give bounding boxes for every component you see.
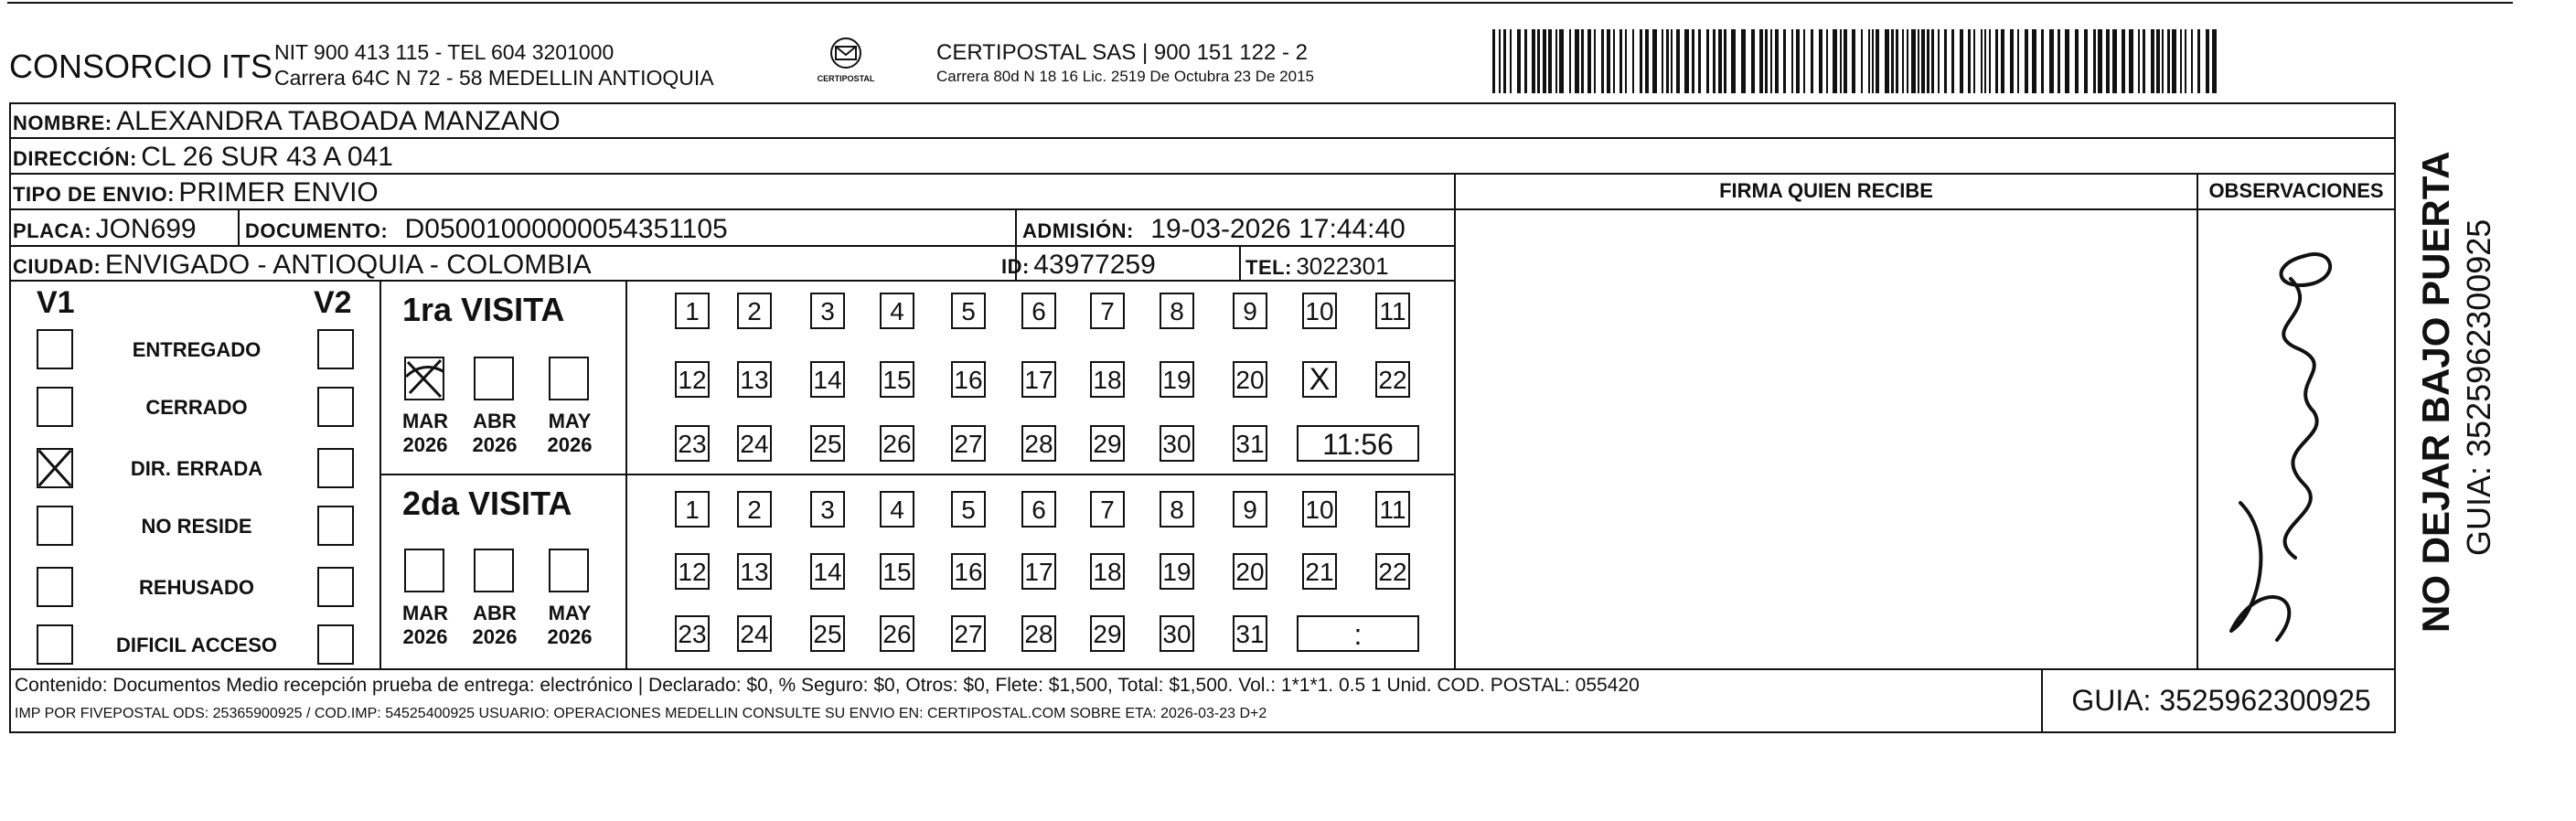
day-checkbox[interactable]: 7 — [1090, 491, 1125, 528]
carrier-name: CERTIPOSTAL SAS | 900 151 122 - 2 — [936, 40, 1308, 65]
day-checkbox[interactable]: 11 — [1375, 293, 1410, 329]
month-checkbox[interactable] — [404, 357, 444, 400]
day-checkbox[interactable]: 29 — [1090, 425, 1125, 462]
barcode-bar — [1796, 29, 1800, 93]
barcode-bar — [1632, 29, 1634, 93]
day-checkbox[interactable]: 12 — [675, 553, 710, 590]
v2-checkbox[interactable] — [317, 624, 354, 665]
day-checkbox[interactable]: 26 — [880, 615, 914, 652]
day-checkbox[interactable]: 21 — [1302, 553, 1337, 590]
day-checkbox[interactable]: 10 — [1302, 491, 1337, 528]
barcode-bar — [2206, 29, 2209, 93]
ciudad-value: ENVIGADO - ANTIOQUIA - COLOMBIA — [104, 250, 592, 280]
v1-checkbox[interactable] — [37, 506, 73, 546]
barcode-bar — [2180, 29, 2182, 93]
day-checkbox[interactable]: 4 — [880, 293, 914, 329]
status-label: ENTREGADO — [132, 338, 262, 361]
month-label: ABR 2026 — [472, 602, 518, 648]
day-checkbox[interactable]: 27 — [951, 615, 986, 652]
barcode-bar — [1876, 29, 1879, 93]
day-checkbox[interactable]: 26 — [880, 425, 914, 462]
day-checkbox[interactable]: 8 — [1160, 491, 1194, 528]
barcode-bar — [1931, 29, 1934, 93]
company-name: CONSORCIO ITS — [9, 48, 273, 85]
barcode-bar — [1666, 29, 1669, 93]
month-checkbox[interactable] — [549, 549, 589, 592]
month-checkbox[interactable] — [404, 549, 444, 592]
day-checkbox[interactable]: 2 — [737, 293, 772, 329]
tipo-envio-value: PRIMER ENVIO — [178, 177, 379, 208]
day-checkbox[interactable]: 8 — [1160, 293, 1194, 329]
top-border — [7, 2, 2513, 4]
direccion-row — [13, 142, 393, 173]
ciudad-row — [13, 250, 592, 281]
barcode-bar — [1532, 29, 1535, 93]
barcode-bar — [1625, 29, 1627, 93]
day-checkbox[interactable]: 13 — [737, 361, 772, 398]
barcode-bar — [2156, 29, 2160, 93]
barcode-bar — [1676, 29, 1680, 93]
day-checkbox[interactable]: 20 — [1233, 553, 1267, 590]
barcode-bar — [2191, 29, 2193, 93]
barcode-bar — [1503, 29, 1506, 93]
barcode-bar — [1671, 29, 1673, 93]
tel-value: 3022301 — [1296, 252, 1389, 280]
id-label: ID: — [1001, 255, 1030, 278]
status-label: NO RESIDE — [141, 515, 252, 538]
company-address: Carrera 64C N 72 - 58 MEDELLIN ANTIOQUIA — [274, 66, 714, 90]
barcode-bar — [1619, 29, 1622, 93]
barcode-bar — [1594, 29, 1596, 93]
barcode-bar — [1775, 29, 1779, 93]
barcode-bar — [2122, 29, 2125, 93]
barcode-bar — [2010, 29, 2014, 93]
v2-checkbox[interactable] — [317, 567, 354, 607]
barcode-bar — [1826, 29, 1828, 93]
placa-row — [13, 214, 197, 245]
footer-imp: IMP POR FIVEPOSTAL ODS: 25365900925 / COD.IMP: 54525400925 USUARIO: OPERACIONES MEDELLIN CONSULTE SU ENVIO EN: CERTIPOSTAL.COM SOBRE ETA: 2026-03-23 D+2 — [15, 706, 1267, 721]
status-label: REHUSADO — [139, 576, 254, 599]
nombre-value: ALEXANDRA TABOADA MANZANO — [116, 106, 561, 136]
day-checkbox[interactable]: 15 — [880, 553, 914, 590]
day-checkbox[interactable]: 30 — [1160, 425, 1194, 462]
barcode-bar — [1581, 29, 1584, 93]
day-checkbox[interactable]: 24 — [737, 425, 772, 462]
day-checkbox[interactable]: 16 — [951, 553, 986, 590]
day-checkbox[interactable]: 13 — [737, 553, 772, 590]
barcode-bar — [2025, 29, 2028, 93]
documento-value: D05001000000054351105 — [404, 214, 728, 244]
month-label: MAY 2026 — [547, 602, 593, 648]
day-checkbox[interactable]: 6 — [1021, 491, 1056, 528]
month-label: MAR 2026 — [401, 410, 449, 456]
barcode-bar — [1833, 29, 1837, 93]
side-warning: NO DEJAR BAJO PUERTA — [2414, 151, 2457, 633]
barcode-bar — [1537, 29, 1540, 93]
day-checkbox[interactable]: 9 — [1233, 491, 1267, 528]
barcode-bar — [1973, 29, 1975, 93]
barcode-bar — [2162, 29, 2164, 93]
month-checkbox[interactable] — [474, 357, 514, 400]
v1-checkbox[interactable] — [37, 329, 73, 369]
barcode-bar — [2098, 29, 2102, 93]
visit-2-title: 2da VISITA — [402, 485, 572, 522]
barcode-bar — [2106, 29, 2110, 93]
barcode-bar — [1652, 29, 1657, 93]
placa-value: JON699 — [95, 214, 197, 244]
barcode-bar — [2041, 29, 2044, 93]
day-checkbox[interactable]: 5 — [951, 293, 986, 329]
carrier-address: Carrera 80d N 18 16 Lic. 2519 De Octubra 23 De 2015 — [936, 68, 1314, 85]
barcode-bar — [1607, 29, 1610, 93]
day-checkbox[interactable]: 3 — [810, 293, 845, 329]
barcode-bar — [1692, 29, 1694, 93]
direccion-label: DIRECCIÓN: — [13, 147, 137, 170]
barcode-bar — [1885, 29, 1889, 93]
barcode-bar — [1724, 29, 1726, 93]
barcode-bar — [1575, 29, 1579, 93]
barcode-bar — [1927, 29, 1929, 93]
day-checkbox[interactable]: 20 — [1233, 361, 1267, 398]
barcode-bar — [1543, 29, 1546, 93]
barcode-bar — [2138, 29, 2140, 93]
day-checkbox[interactable]: 28 — [1021, 615, 1056, 652]
status-label: DIR. ERRADA — [130, 457, 263, 480]
barcode-bar — [1844, 29, 1847, 93]
logo-text: CERTIPOSTAL — [817, 74, 875, 83]
day-checkbox[interactable]: 25 — [810, 615, 845, 652]
day-checkbox[interactable]: 28 — [1021, 425, 1056, 462]
barcode-bar — [2143, 29, 2145, 93]
day-checkbox[interactable]: 27 — [951, 425, 986, 462]
admision-label: ADMISIÓN: — [1022, 219, 1134, 242]
barcode-bar — [2032, 29, 2036, 93]
barcode-bar — [1492, 29, 1495, 93]
barcode-bar — [1684, 29, 1689, 93]
barcode-bar — [2167, 29, 2170, 93]
day-checkbox[interactable]: 31 — [1233, 425, 1267, 462]
v2-checkbox[interactable] — [317, 448, 354, 488]
footer-content: Contenido: Documentos Medio recepción prueba de entrega: electrónico | Declarado: $0, % Seguro: $0, Otros: $0, Flete: $1,500, Total: $1,500. Vol.: 1*1*1. 0.5 1 Unid. COD. POSTAL: 055420 — [15, 675, 1640, 696]
barcode-bar — [1601, 29, 1604, 93]
v2-checkbox[interactable] — [317, 387, 354, 427]
day-checkbox[interactable]: 23 — [675, 425, 710, 462]
day-checkbox[interactable]: 14 — [810, 553, 845, 590]
day-checkbox[interactable]: 11 — [1375, 491, 1410, 528]
admision-value: 19-03-2026 17:44:40 — [1150, 214, 1406, 244]
barcode-bar — [1770, 29, 1772, 93]
v2-checkbox[interactable] — [317, 506, 354, 546]
barcode-bar — [1783, 29, 1786, 93]
barcode-bar — [1921, 29, 1925, 93]
observaciones-label: OBSERVACIONES — [2208, 179, 2384, 202]
month-label: ABR 2026 — [472, 410, 518, 456]
footer-guia: GUIA: 3525962300925 — [2071, 684, 2371, 717]
day-checkbox[interactable]: 29 — [1090, 615, 1125, 652]
barcode-bar — [1765, 29, 1768, 93]
day-checkbox[interactable]: 1 — [675, 491, 710, 528]
admision-row — [1022, 214, 1406, 245]
barcode-bar — [1662, 29, 1663, 93]
status-label: DIFICIL ACCESO — [115, 634, 277, 656]
placa-label: PLACA: — [13, 219, 92, 242]
nombre-label: NOMBRE: — [13, 112, 112, 134]
day-checkbox[interactable] — [1302, 361, 1337, 398]
barcode-bar — [2151, 29, 2154, 93]
barcode-bar — [1713, 29, 1716, 93]
day-checkbox[interactable]: 7 — [1090, 293, 1125, 329]
barcode-bar — [1698, 29, 1701, 93]
certipostal-logo — [814, 35, 878, 83]
barcode-bar — [1510, 29, 1512, 93]
day-checkbox[interactable]: 12 — [675, 361, 710, 398]
barcode-bar — [1840, 29, 1842, 93]
barcode-bar — [1759, 29, 1763, 93]
barcode-bar — [2172, 29, 2176, 93]
barcode-bar — [2001, 29, 2004, 93]
month-label: MAR 2026 — [401, 602, 449, 648]
day-checkbox[interactable]: 5 — [951, 491, 986, 528]
day-checkbox[interactable]: 22 — [1375, 361, 1410, 398]
day-checkbox[interactable]: 9 — [1233, 293, 1267, 329]
barcode-bar — [1896, 29, 1898, 93]
barcode-bar — [1902, 29, 1904, 93]
barcode-bar — [1718, 29, 1722, 93]
barcode-bar — [1741, 29, 1746, 93]
firma-label: FIRMA QUIEN RECIBE — [1719, 179, 1933, 202]
v1-checkbox[interactable] — [37, 448, 73, 488]
barcode-bar — [1852, 29, 1855, 93]
barcode-bar — [1989, 29, 1991, 93]
barcode-bar — [2084, 29, 2088, 93]
company-nit: NIT 900 413 115 - TEL 604 3201000 — [274, 40, 615, 64]
barcode-bar — [1960, 29, 1963, 93]
day-checkbox[interactable]: 22 — [1375, 553, 1410, 590]
barcode-bar — [1587, 29, 1591, 93]
status-label: CERRADO — [145, 396, 248, 419]
tel-label: TEL: — [1245, 256, 1292, 279]
barcode-bar — [1891, 29, 1894, 93]
day-checkbox[interactable]: 17 — [1021, 361, 1056, 398]
barcode-bar — [1811, 29, 1813, 93]
barcode-bar — [2112, 29, 2117, 93]
barcode-bar — [1872, 29, 1874, 93]
barcode-bar — [2058, 29, 2060, 93]
barcode-bar — [2017, 29, 2019, 93]
barcode-bar — [1861, 29, 1863, 93]
visit-time-box[interactable]: : — [1297, 615, 1419, 652]
barcode-bar — [1803, 29, 1805, 93]
id-value: 43977259 — [1033, 250, 1156, 280]
tipo-envio-label: TIPO DE ENVIO: — [13, 183, 175, 206]
barcode-bar — [1569, 29, 1571, 93]
barcode-bar — [1706, 29, 1709, 93]
month-checkbox[interactable] — [474, 549, 514, 592]
envelope-icon — [826, 35, 866, 71]
tipo-envio-row — [13, 177, 379, 208]
day-checkbox[interactable]: 16 — [951, 361, 986, 398]
day-checkbox[interactable]: 31 — [1233, 615, 1267, 652]
day-checkbox[interactable]: 14 — [810, 361, 845, 398]
day-checkbox[interactable]: 30 — [1160, 615, 1194, 652]
barcode-bar — [1868, 29, 1870, 93]
visit-1-title: 1ra VISITA — [402, 291, 565, 328]
month-label: MAY 2026 — [547, 410, 593, 456]
barcode-bar — [1645, 29, 1649, 93]
day-checkbox[interactable]: 3 — [810, 491, 845, 528]
day-checkbox[interactable]: 17 — [1021, 553, 1056, 590]
day-checkbox[interactable]: 4 — [880, 491, 914, 528]
barcode-bar — [1995, 29, 1998, 93]
barcode-bar — [1984, 29, 1986, 93]
day-checkbox[interactable]: 2 — [737, 491, 772, 528]
barcode-bar — [2093, 29, 2096, 93]
barcode-bar — [1911, 29, 1916, 93]
barcode-bar — [2075, 29, 2079, 93]
barcode-bar — [1791, 29, 1793, 93]
day-checkbox[interactable]: 18 — [1090, 553, 1125, 590]
day-checkbox[interactable]: 19 — [1160, 361, 1194, 398]
barcode-bar — [1731, 29, 1736, 93]
side-guia: GUIA: 3525962300925 — [2460, 219, 2497, 556]
day-checkbox[interactable]: 23 — [675, 615, 710, 652]
barcode-bar — [1907, 29, 1908, 93]
barcode-bar — [1524, 29, 1527, 93]
barcode-bar — [1951, 29, 1954, 93]
barcode-bar — [1819, 29, 1822, 93]
v2-label: V2 — [314, 285, 352, 320]
day-checkbox[interactable]: 10 — [1302, 293, 1337, 329]
barcode-bar — [1499, 29, 1501, 93]
barcode-bar — [2129, 29, 2133, 93]
v1-checkbox[interactable] — [37, 567, 73, 607]
barcode-bar — [1548, 29, 1552, 93]
day-checkbox[interactable]: 15 — [880, 361, 914, 398]
day-checkbox[interactable]: 6 — [1021, 293, 1056, 329]
barcode-bar — [1640, 29, 1642, 93]
direccion-value: CL 26 SUR 43 A 041 — [141, 142, 393, 172]
barcode-bar — [1751, 29, 1755, 93]
barcode-bar — [2185, 29, 2186, 93]
barcode-bar — [2065, 29, 2069, 93]
barcode-bar — [2049, 29, 2054, 93]
v1-label: V1 — [37, 285, 75, 320]
v2-checkbox[interactable] — [317, 329, 354, 369]
handwritten-signature — [2204, 229, 2387, 654]
nombre-row — [13, 106, 561, 137]
documento-label: DOCUMENTO: — [245, 219, 389, 242]
ciudad-label: CIUDAD: — [13, 255, 102, 278]
tel-row — [1245, 252, 1389, 281]
day-checkbox[interactable]: 25 — [810, 425, 845, 462]
day-checkbox[interactable]: 1 — [675, 293, 710, 329]
barcode-bar — [1918, 29, 1919, 93]
documento-row — [245, 214, 728, 245]
barcode-bar — [1968, 29, 1971, 93]
barcode-bar — [2212, 29, 2217, 93]
v1-checkbox[interactable] — [37, 624, 73, 665]
barcode-bar — [1981, 29, 1983, 93]
barcode-bar — [1613, 29, 1615, 93]
day-checkbox[interactable]: 19 — [1160, 553, 1194, 590]
day-checkbox[interactable]: 24 — [737, 615, 772, 652]
id-row — [1001, 250, 1156, 281]
barcode-bar — [1555, 29, 1557, 93]
day-checkbox[interactable]: 18 — [1090, 361, 1125, 398]
barcode-bar — [1938, 29, 1940, 93]
barcode-bar — [2197, 29, 2200, 93]
barcode-bar — [1517, 29, 1521, 93]
visit-time-box[interactable]: 11:56 — [1297, 425, 1419, 462]
barcode-bar — [1559, 29, 1564, 93]
barcode — [1492, 29, 2224, 93]
barcode-bar — [1944, 29, 1947, 93]
month-checkbox[interactable] — [549, 357, 589, 400]
v1-checkbox[interactable] — [37, 387, 73, 427]
